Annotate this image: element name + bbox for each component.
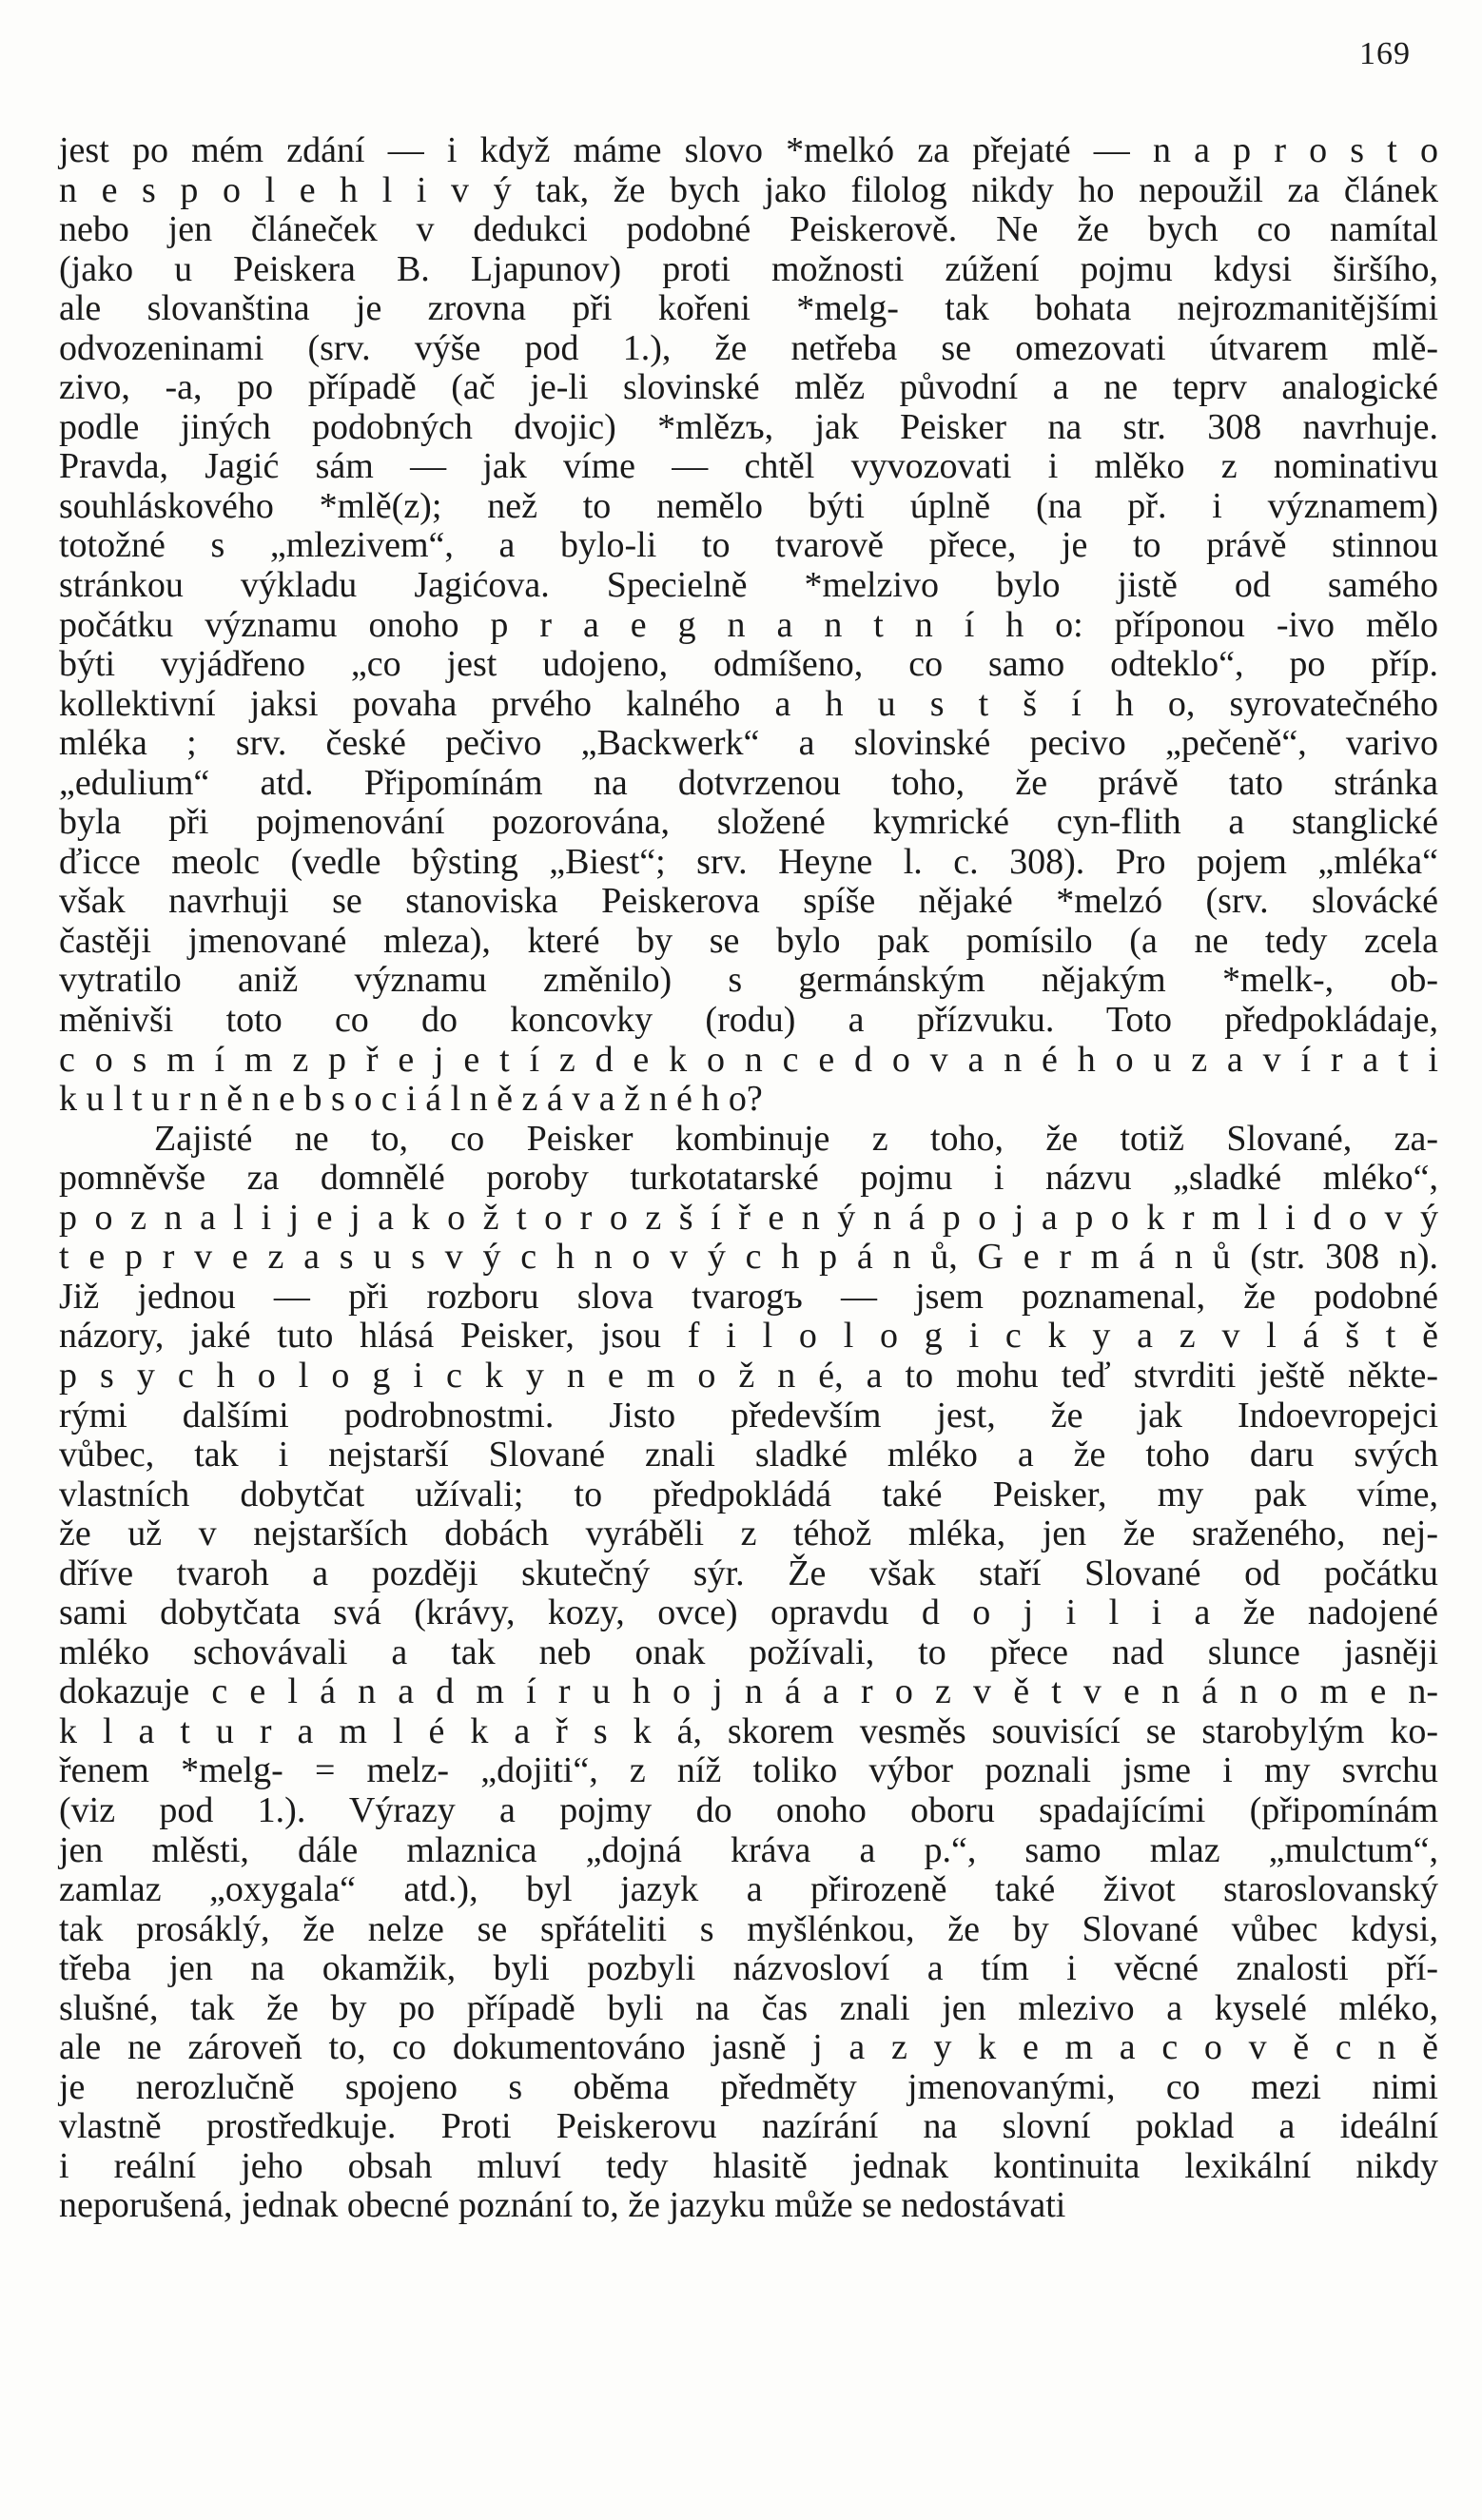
text-line: vytratilo aniž významu změnilo) s germánským nějakým *melk-, ob- (59, 960, 1438, 1001)
text-line: zivo, -a, po případě (ač je-li slovinské mlěz původní a ne teprv analogické (59, 367, 1438, 408)
text-line: Zajisté ne to, co Peisker kombinuje z toho, že totiž Slované, za- (154, 1118, 1438, 1159)
text-line: c o s m í m z p ř e j e t í z d e k o n c e d o v a n é h o u z a v í r a t i (59, 1039, 1438, 1080)
text-line: jen mlěsti, dále mlaznica „dojná kráva a p.“, samo mlaz „mulctum“, (59, 1829, 1438, 1870)
text-line: dokazuje c e l á n a d m í r u h o j n á a r o z v ě t v e n á n o m e n- (59, 1671, 1438, 1712)
text-line: Pravda, Jagić sám — jak víme — chtěl vyvozovati i mlěko z nominativu (59, 446, 1438, 487)
text-line: ďicce meolc (vedle bŷsting „Biest“; srv. Heyne l. c. 308). Pro pojem „mléka“ (59, 841, 1438, 882)
text-line: častěji jmenované mleza), které by se bylo pak pomísilo (a ne tedy zcela (59, 920, 1438, 961)
text-line: byla při pojmenování pozorována, složené kymrické cyn-flith a stanglické (59, 802, 1438, 843)
body-text (59, 131, 1438, 2226)
text-line: podle jiných podobných dvojic) *mlězъ, jak Peisker na str. 308 navrhuje. (59, 406, 1438, 447)
text-line: býti vyjádřeno „co jest udojeno, odmíšeno, co samo odteklo“, po příp. (59, 644, 1438, 685)
text-line: mléka ; srv. české pečivo „Backwerk“ a slovinské pecivo „pečeně“, varivo (59, 723, 1438, 764)
text-line: souhláskového *mlě(z); než to nemělo býti úplně (na př. i významem) (59, 485, 1438, 526)
text-line: i reální jeho obsah mluví tedy hlasitě jednak kontinuita lexikální nikdy (59, 2145, 1438, 2186)
paragraph (59, 131, 1438, 1120)
text-line: tak prosáklý, že nelze se spřáteliti s myšlénkou, že by Slované vůbec kdysi, (59, 1908, 1438, 1949)
text-line: vůbec, tak i nejstarší Slované znali sladké mléko a že toho daru svých (59, 1435, 1438, 1475)
text-line: vlastně prostředkuje. Proti Peiskerovu nazírání na slovní poklad a ideální (59, 2106, 1438, 2147)
text-line: kollektivní jaksi povaha prvého kalného a h u s t š í h o, syrovatečného (59, 683, 1438, 724)
text-line: dříve tvaroh a později skutečný sýr. Že však staří Slované od počátku (59, 1553, 1438, 1593)
text-line: vlastních dobytčat užívali; to předpokládá také Peisker, my pak víme, (59, 1474, 1438, 1514)
text-line: mléko schovávali a tak neb onak požívali, to přece nad slunce jasněji (59, 1631, 1438, 1672)
text-line: počátku významu onoho p r a e g n a n t n í h o: příponou -ivo mělo (59, 604, 1438, 645)
page-number: 169 (1359, 36, 1411, 71)
text-line: třeba jen na okamžik, byli pozbyli názvosloví a tím i věcné znalosti pří- (59, 1948, 1438, 1989)
text-line: řenem *melg- = melz- „dojiti“, z níž toliko výbor poznali jsme i my svrchu (59, 1750, 1438, 1791)
text-line: totožné s „mlezivem“, a bylo-li to tvarově přece, je to právě stinnou (59, 525, 1438, 566)
text-line: n e s p o l e h l i v ý tak, že bych jako filolog nikdy ho nepoužil za článek (59, 169, 1438, 210)
text-line: k l a t u r a m l é k a ř s k á, skorem vesměs souvisící se starobylým ko- (59, 1710, 1438, 1751)
text-line: p s y c h o l o g i c k y n e m o ž n é, a to mohu teď stvrditi ještě někte- (59, 1355, 1438, 1396)
text-line: (viz pod 1.). Výrazy a pojmy do onoho oboru spadajícími (připomínám (59, 1789, 1438, 1830)
text-line: t e p r v e z a s u s v ý c h n o v ý c h p á n ů, G e r m á n ů (str. 308 n). (59, 1237, 1438, 1278)
text-line: neporušená, jednak obecné poznání to, že jazyku může se nedostávati (59, 2185, 1066, 2226)
text-line: stránkou výkladu Jagićova. Specielně *melzivo bylo jistě od samého (59, 565, 1438, 606)
text-line: p o z n a l i j e j a k o ž t o r o z š í ř e n ý n á p o j a p o k r m l i d o v ý (59, 1197, 1438, 1238)
text-line: „edulium“ atd. Připomínám na dotvrzenou toho, že právě tato stránka (59, 762, 1438, 803)
text-line: že už v nejstarších dobách vyráběli z téhož mléka, jen že sraženého, nej- (59, 1514, 1438, 1554)
text-line: sami dobytčata svá (krávy, kozy, ovce) opravdu d o j i l i a že nadojené (59, 1592, 1438, 1633)
text-line: (jako u Peiskera B. Ljapunov) proti možnosti zúžení pojmu kdysi širšího, (59, 248, 1438, 289)
text-line: k u l t u r n ě n e b s o c i á l n ě z á v a ž n é h o? (59, 1079, 763, 1120)
text-line: rými dalšími podrobnostmi. Jisto především jest, že jak Indoevropejci (59, 1395, 1438, 1436)
text-line: měnivši toto co do koncovky (rodu) a přízvuku. Toto předpokládaje, (59, 1000, 1438, 1041)
text-line: nebo jen článeček v dedukci podobné Peiskerově. Ne že bych co namítal (59, 209, 1438, 250)
text-line: jest po mém zdání — i když máme slovo *melkó za přejaté — n a p r o s t o (59, 130, 1438, 170)
text-line: je nerozlučně spojeno s oběma předměty jmenovanými, co mezi nimi (59, 2066, 1438, 2107)
text-line: zamlaz „oxygala“ atd.), byl jazyk a přirozeně také život staroslovanský (59, 1869, 1438, 1910)
text-line: názory, jaké tuto hlásá Peisker, jsou f i l o l o g i c k y a z v l á š t ě (59, 1316, 1438, 1357)
text-line: ale ne zároveň to, co dokumentováno jasně j a z y k e m a c o v ě c n ě (59, 2027, 1438, 2068)
text-line: ale slovanština je zrovna při kořeni *melg- tak bohata nejrozmanitějšími (59, 288, 1438, 329)
paragraph (59, 1120, 1438, 2226)
text-line: slušné, tak že by po případě byli na čas znali jen mlezivo a kyselé mléko, (59, 1987, 1438, 2028)
text-line: odvozeninami (srv. výše pod 1.), že netřeba se omezovati útvarem mlě- (59, 327, 1438, 368)
text-line: pomněvše za domnělé poroby turkotatarské pojmu i názvu „sladké mléko“, (59, 1158, 1438, 1199)
text-line: však navrhuji se stanoviska Peiskerova spíše nějaké *melzó (srv. slovácké (59, 881, 1438, 922)
text-line: Již jednou — při rozboru slova tvarogъ — jsem poznamenal, že podobné (59, 1276, 1438, 1317)
